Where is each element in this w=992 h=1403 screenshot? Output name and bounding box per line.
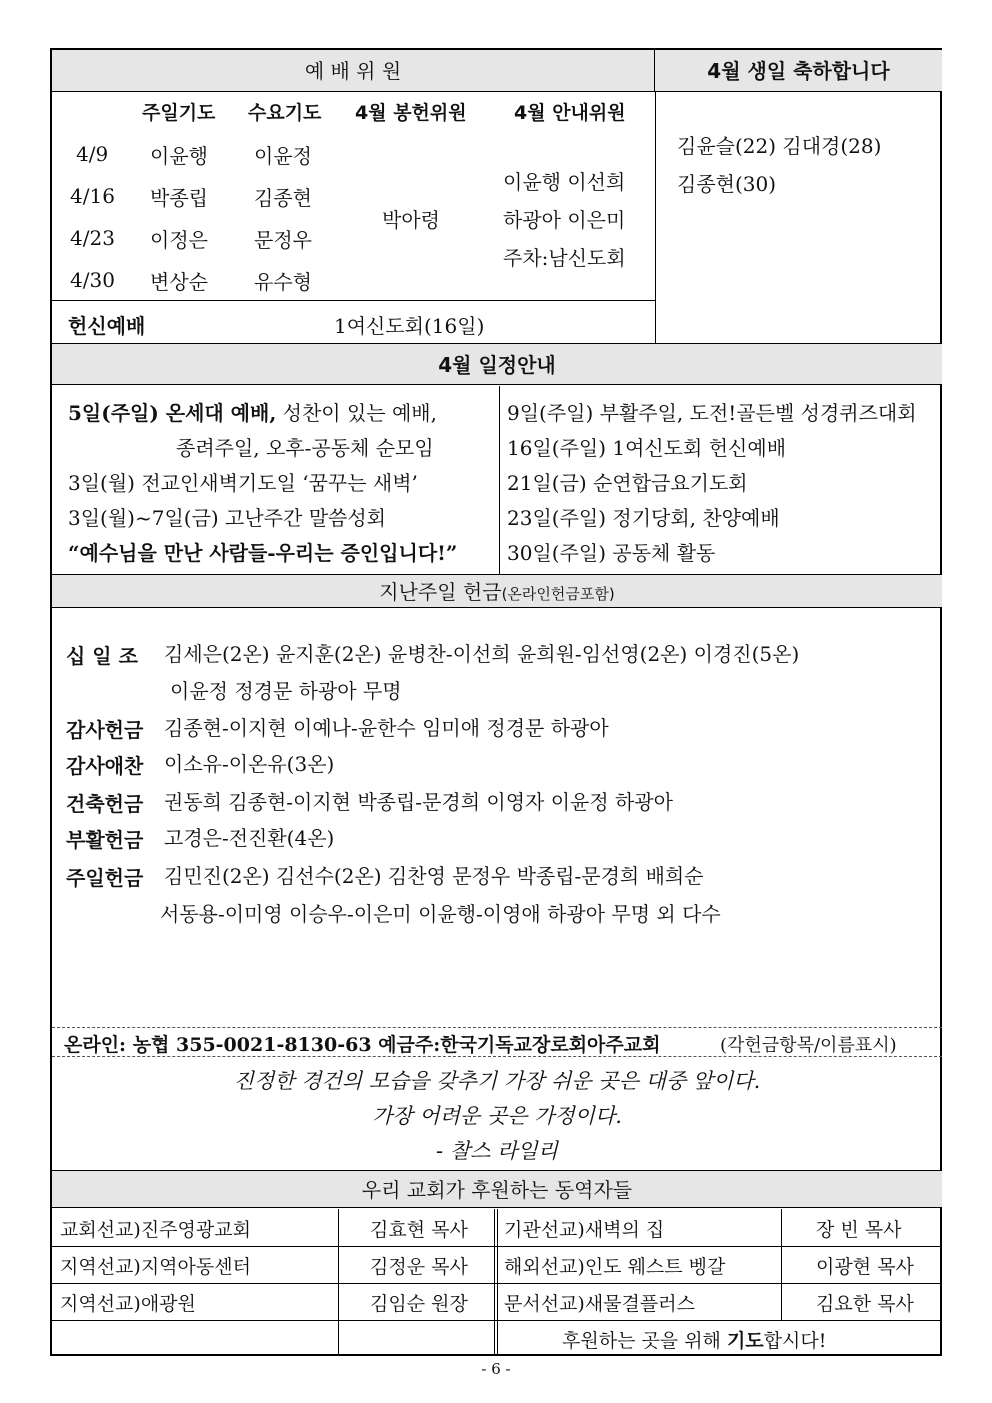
schedule-item: 9일(주일) 부활주일, 도전!골든벨 성경퀴즈대회 bbox=[507, 401, 917, 425]
usher-line: 이윤행 이선희 bbox=[503, 170, 626, 194]
birthday-line: 김종현(30) bbox=[677, 172, 777, 196]
schedule-item: 21일(금) 순연합금요기도회 bbox=[507, 471, 748, 495]
praise-names: 이소유-이온유(3온) bbox=[164, 752, 335, 776]
row-date: 4/9 bbox=[76, 142, 109, 166]
online-note: (각헌금항목/이름표시) bbox=[720, 1035, 897, 1056]
sunday-prayer: 이윤행 bbox=[150, 144, 208, 168]
col-divider bbox=[497, 1209, 498, 1356]
schedule-item: 3일(월)~7일(금) 고난주간 말씀성회 bbox=[68, 506, 386, 530]
partner-org: 문서선교)새물결플러스 bbox=[504, 1293, 695, 1315]
online-account: 온라인: 농협 355-0021-8130-63 예금주:한국기독교장로회아주교회 bbox=[64, 1034, 661, 1056]
offerings-title: 지난주일 헌금(온라인헌금포함) bbox=[52, 574, 942, 608]
divider bbox=[52, 300, 655, 301]
building-names: 권동희 김종현-이지현 박종립-문경희 이영자 이윤정 하광아 bbox=[164, 790, 673, 814]
schedule-title: 4월 일정안내 bbox=[52, 343, 942, 385]
sunday-offering-names: 김민진(2온) 김선수(2온) 김찬영 문정우 박종립-문경희 배희순 bbox=[164, 864, 704, 888]
praise-label: 감사애찬 bbox=[66, 754, 144, 778]
sunday-offering-label: 주일헌금 bbox=[66, 866, 144, 890]
partner-person: 김효현 목사 bbox=[370, 1219, 468, 1241]
partner-org: 지역선교)애광원 bbox=[60, 1293, 196, 1315]
schedule-item: 종려주일, 오후-공동체 순모임 bbox=[176, 436, 434, 460]
wednesday-prayer-header: 수요기도 bbox=[248, 102, 322, 124]
offering-member: 박아령 bbox=[382, 208, 440, 232]
usher-line: 하광아 이은미 bbox=[503, 208, 626, 232]
birthday-line: 김윤슬(22) 김대경(28) bbox=[677, 134, 882, 158]
col-divider bbox=[781, 1209, 782, 1320]
col-divider bbox=[494, 1209, 495, 1356]
quote-line: 가장 어려운 곳은 가정이다. bbox=[372, 1104, 622, 1128]
tithe-label: 십 일 조 bbox=[66, 644, 138, 668]
sunday-prayer-header: 주일기도 bbox=[142, 102, 216, 124]
wednesday-prayer: 이윤정 bbox=[254, 144, 312, 168]
schedule-item: 23일(주일) 정기당회, 찬양예배 bbox=[507, 506, 780, 530]
dedication-label: 헌신예배 bbox=[68, 314, 146, 338]
page-number: - 6 - bbox=[481, 1360, 511, 1378]
usher-line: 주차:남신도회 bbox=[503, 246, 626, 270]
thanks-names: 김종현-이지현 이예나-윤한수 임미애 정경문 하광아 bbox=[164, 716, 609, 740]
quote-line: 진정한 경건의 모습을 갖추기 가장 쉬운 곳은 대중 앞이다. bbox=[233, 1069, 761, 1093]
tithe-names: 김세은(2온) 윤지훈(2온) 윤병찬-이선희 윤희원-임선영(2온) 이경진(5온) bbox=[164, 642, 800, 666]
partner-org: 해외선교)인도 웨스트 벵갈 bbox=[504, 1256, 726, 1278]
dotted-divider bbox=[52, 1027, 942, 1028]
partner-org: 지역선교)지역아동센터 bbox=[60, 1256, 251, 1278]
thanks-label: 감사헌금 bbox=[66, 718, 144, 742]
schedule-item: 5일(주일) 온세대 예배, 성찬이 있는 예배, bbox=[68, 401, 437, 425]
easter-label: 부활헌금 bbox=[66, 828, 144, 852]
row-date: 4/23 bbox=[70, 226, 115, 250]
usher-header: 4월 안내위원 bbox=[514, 102, 626, 124]
partner-org: 기관선교)새벽의 집 bbox=[504, 1219, 665, 1241]
partner-person: 김요한 목사 bbox=[816, 1293, 914, 1315]
schedule-item: 30일(주일) 공동체 활동 bbox=[507, 541, 716, 565]
sunday-prayer: 박종립 bbox=[150, 186, 208, 210]
schedule-item: “예수님을 만난 사람들-우리는 증인입니다!” bbox=[68, 541, 458, 565]
easter-names: 고경은-전진환(4온) bbox=[164, 826, 335, 850]
sunday-prayer: 변상순 bbox=[150, 270, 208, 294]
partner-person: 김정운 목사 bbox=[370, 1256, 468, 1278]
worship-title: 예 배 위 원 bbox=[52, 50, 655, 92]
sunday-offering-names: 서동용-이미영 이승우-이은미 이윤행-이영애 하광아 무명 외 다수 bbox=[160, 902, 721, 926]
schedule-item: 3일(월) 전교인새벽기도일 ‘꿈꾸는 새벽’ bbox=[68, 471, 418, 495]
wednesday-prayer: 문정우 bbox=[254, 228, 312, 252]
partners-title: 우리 교회가 후원하는 동역자들 bbox=[52, 1170, 942, 1208]
wednesday-prayer: 김종현 bbox=[254, 186, 312, 210]
column-divider bbox=[499, 386, 500, 574]
dotted-divider bbox=[52, 1056, 942, 1057]
row-date: 4/16 bbox=[70, 184, 115, 208]
row-date: 4/30 bbox=[70, 268, 115, 292]
partner-person: 김임순 원장 bbox=[370, 1293, 468, 1315]
partners-closing: 후원하는 곳을 위해 기도합시다! bbox=[562, 1330, 827, 1352]
column-divider bbox=[655, 92, 656, 343]
offering-header: 4월 봉헌위원 bbox=[355, 102, 467, 124]
schedule-item: 16일(주일) 1여신도회 헌신예배 bbox=[507, 436, 787, 460]
partner-person: 이광현 목사 bbox=[816, 1256, 914, 1278]
building-label: 건축헌금 bbox=[66, 792, 144, 816]
birthday-title: 4월 생일 축하합니다 bbox=[655, 50, 942, 92]
dedication-value: 1여신도회(16일) bbox=[334, 314, 485, 338]
bulletin-page bbox=[50, 48, 942, 1356]
partner-org: 교회선교)진주영광교회 bbox=[60, 1219, 251, 1241]
tithe-names: 이윤정 정경문 하광아 무명 bbox=[170, 679, 402, 703]
wednesday-prayer: 유수형 bbox=[254, 270, 312, 294]
quote-author: - 찰스 라일리 bbox=[436, 1139, 558, 1163]
col-divider bbox=[338, 1209, 339, 1356]
sunday-prayer: 이정은 bbox=[150, 228, 208, 252]
partner-person: 장 빈 목사 bbox=[816, 1219, 902, 1241]
